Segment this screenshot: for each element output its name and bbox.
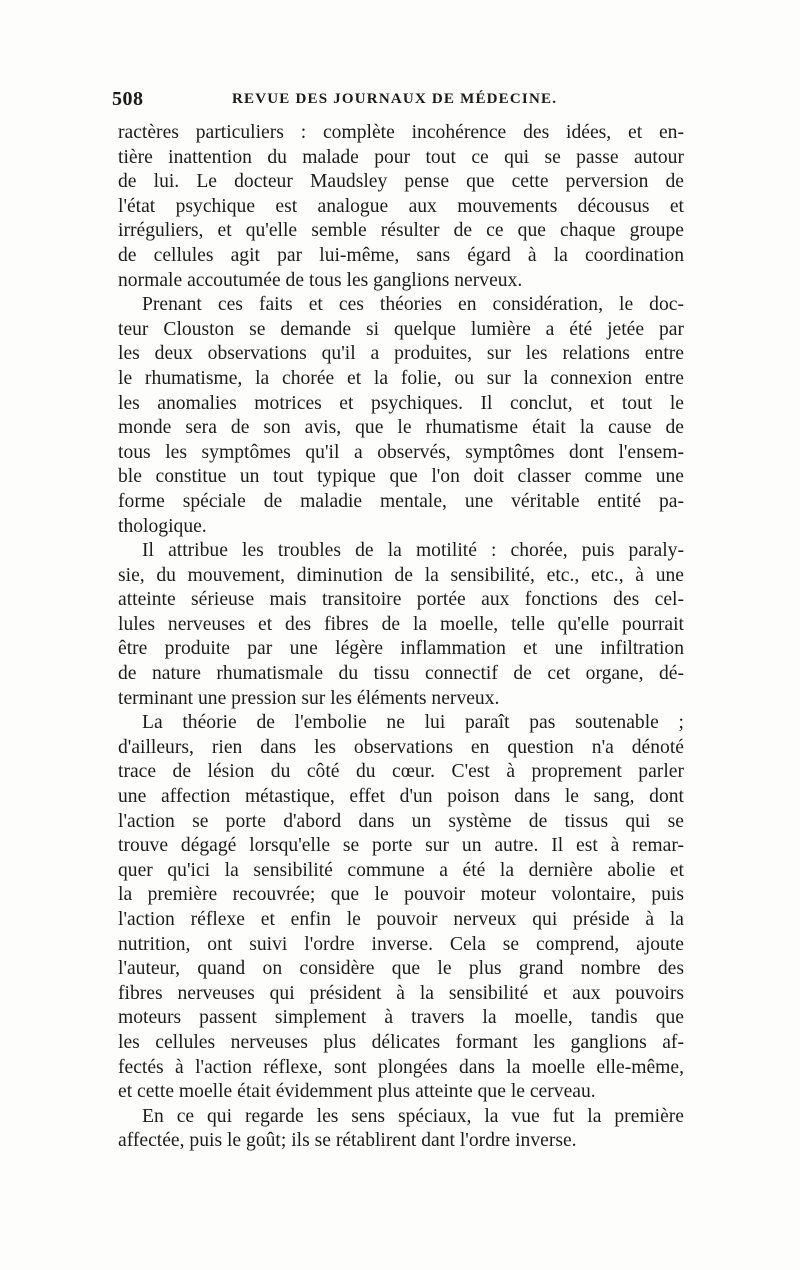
- paragraph: [118, 539, 684, 711]
- text-line: terminant une pression sur les éléments nerveux.: [118, 687, 500, 709]
- text-line: affectée, puis le goût; ils se rétablirent dant l'ordre inverse.: [118, 1130, 577, 1152]
- text-line: trouve dégagé lorsqu'elle se porte sur un autre. Il est à remar-: [118, 835, 684, 857]
- text-line: l'action réflexe et enfin le pouvoir nerveux qui préside à la: [118, 909, 684, 930]
- paragraph: [118, 711, 684, 1105]
- text-line: lules nerveuses et des fibres de la moelle, telle qu'elle pourrait: [118, 613, 684, 635]
- text-line: de nature rhumatismale du tissu connectif de cet organe, dé-: [118, 663, 684, 685]
- text-line: une affection métastique, effet d'un poison dans le sang, dont: [118, 786, 684, 808]
- text-line: être produite par une légère inflammation et une infiltration: [118, 638, 684, 660]
- text-line: En ce qui regarde les sens spéciaux, la vue fut la première: [142, 1105, 684, 1127]
- text-line: fectés à l'action réflexe, sont plongées dans la moelle elle-même,: [118, 1056, 684, 1078]
- text-line: nutrition, ont suivi l'ordre inverse. Cela se comprend, ajoute: [118, 933, 684, 955]
- text-line: atteinte sérieuse mais transitoire portée aux fonctions des cel-: [118, 589, 684, 611]
- text-line: les cellules nerveuses plus délicates formant les ganglions af-: [118, 1031, 684, 1053]
- text-line: d'ailleurs, rien dans les observations en question n'a dénoté: [118, 736, 684, 758]
- text-line: l'état psychique est analogue aux mouvements décousus et: [118, 195, 684, 217]
- text-line: moteurs passent simplement à travers la moelle, tandis que: [118, 1007, 684, 1029]
- paragraph: [118, 121, 684, 293]
- text-line: le rhumatisme, la chorée et la folie, ou sur la connexion entre: [118, 367, 684, 389]
- text-line: thologique.: [118, 515, 207, 537]
- text-line: l'action se porte d'abord dans un système de tissus qui se: [118, 810, 684, 832]
- text-line: de cellules agit par lui-même, sans égard à la coordination: [118, 244, 684, 266]
- paragraph: [118, 293, 684, 539]
- body-text: [118, 121, 684, 1154]
- text-line: Il attribue les troubles de la motilité : chorée, puis paraly-: [142, 540, 684, 562]
- text-line: et cette moelle était évidemment plus atteinte que le cerveau.: [118, 1081, 596, 1103]
- text-line: forme spéciale de maladie mentale, une véritable entité pa-: [118, 490, 684, 512]
- text-line: Prenant ces faits et ces théories en considération, le doc-: [142, 294, 684, 316]
- text-line: tous les symptômes qu'il a observés, symptômes dont l'ensem-: [118, 441, 684, 463]
- page-number: 508: [112, 88, 144, 110]
- text-line: ractères particuliers : complète incohérence des idées, et en-: [118, 122, 684, 143]
- text-line: la première recouvrée; que le pouvoir moteur volontaire, puis: [118, 884, 684, 906]
- text-line: quer qu'ici la sensibilité commune a été la dernière abolie et: [118, 859, 684, 881]
- text-line: normale accoutumée de tous les ganglions nerveux.: [118, 269, 523, 291]
- paragraph: [118, 1105, 684, 1154]
- text-line: La théorie de l'embolie ne lui paraît pas soutenable ;: [142, 712, 684, 734]
- text-line: irréguliers, et qu'elle semble résulter de ce que chaque groupe: [118, 220, 684, 242]
- text-line: monde sera de son avis, que le rhumatisme était la cause de: [118, 417, 684, 439]
- text-line: les deux observations qu'il a produites, sur les relations entre: [118, 343, 684, 365]
- text-line: ble constitue un tout typique que l'on doit classer comme une: [118, 466, 684, 488]
- text-line: tière inattention du malade pour tout ce qui se passe autour: [118, 146, 684, 168]
- text-line: les anomalies motrices et psychiques. Il conclut, et tout le: [118, 392, 684, 414]
- running-title: REVUE DES JOURNAUX DE MÉDECINE.: [232, 91, 558, 107]
- text-line: l'auteur, quand on considère que le plus grand nombre des: [118, 958, 684, 980]
- text-line: sie, du mouvement, diminution de la sensibilité, etc., etc., à une: [118, 564, 684, 586]
- text-line: teur Clouston se demande si quelque lumière a été jetée par: [118, 318, 684, 340]
- text-line: fibres nerveuses qui président à la sensibilité et aux pouvoirs: [118, 982, 684, 1004]
- text-line: de lui. Le docteur Maudsley pense que cette perversion de: [118, 171, 684, 193]
- text-line: trace de lésion du côté du cœur. C'est à proprement parler: [118, 761, 684, 783]
- page-header: [112, 88, 684, 116]
